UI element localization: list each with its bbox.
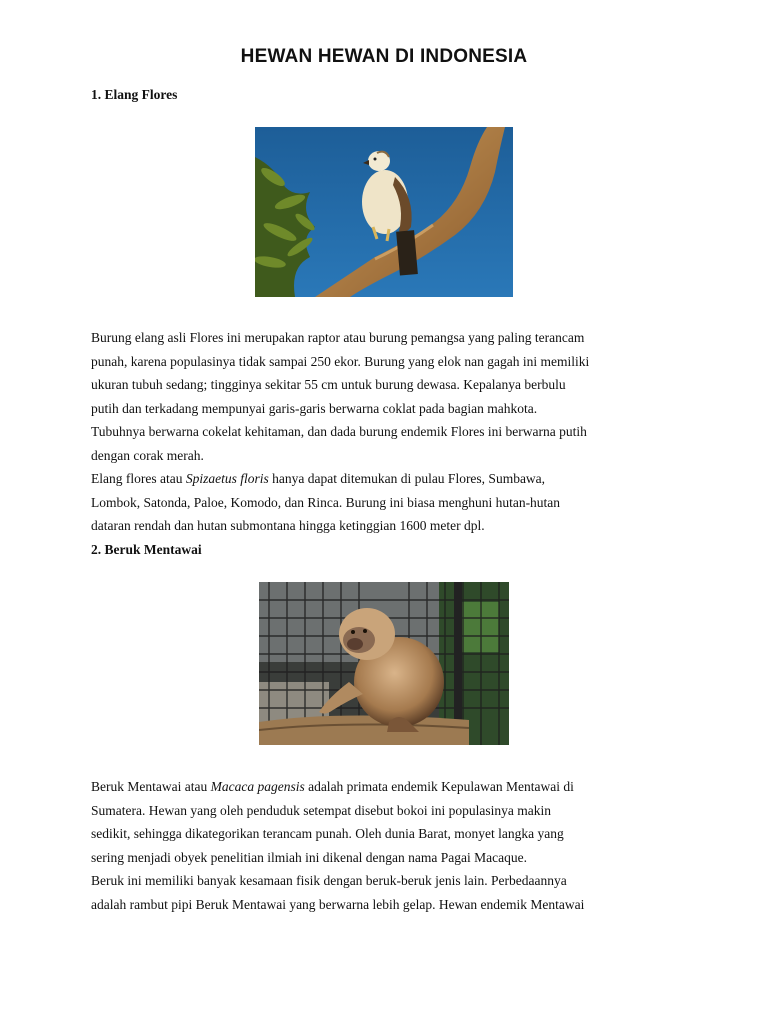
paragraph-line: Elang flores atau Spizaetus floris hanya dapat ditemukan di pulau Flores, Sumbawa, xyxy=(91,471,546,486)
section-paragraph-elang-flores xyxy=(91,326,691,538)
paragraph-line: Beruk Mentawai atau Macaca pagensis adalah primata endemik Kepulawan Mentawai di xyxy=(91,779,574,794)
paragraph-line: Beruk ini memiliki banyak kesamaan fisik dengan beruk-beruk jenis lain. Perbedaannya xyxy=(91,873,567,888)
section-heading-elang-flores: 1. Elang Flores xyxy=(91,87,178,102)
page-title: HEWAN HEWAN DI INDONESIA xyxy=(240,46,528,67)
scientific-name: Spizaetus floris xyxy=(185,471,269,486)
paragraph-line: sedikit, sehingga dikategorikan terancam punah. Oleh dunia Barat, monyet langka yang xyxy=(91,826,564,841)
paragraph-line: Sumatera. Hewan yang oleh penduduk setempat disebut bokoi ini populasinya makin xyxy=(91,802,552,818)
paragraph-line: punah, karena populasinya tidak sampai 250 ekor. Burung yang elok nan gagah ini memiliki xyxy=(91,353,590,369)
paragraph-line: dataran rendah dan hutan submontana hingga ketinggian 1600 meter dpl. xyxy=(91,518,485,533)
paragraph-line: ukuran tubuh sedang; tingginya sekitar 55 cm untuk burung dewasa. Kepalanya berbulu xyxy=(91,377,566,392)
paragraph-line: sering menjadi obyek penelitian ilmiah ini dikenal dengan nama Pagai Macaque. xyxy=(91,849,527,865)
paragraph-line: putih dan terkadang mempunyai garis-garis berwarna coklat pada bagian mahkota. xyxy=(91,400,538,416)
paragraph-line: dengan corak merah. xyxy=(91,447,204,463)
paragraph-line: Lombok, Satonda, Paloe, Komodo, dan Rinca. Burung ini biasa menghuni hutan-hutan xyxy=(91,494,561,510)
eagle-photo xyxy=(255,127,513,297)
macaque-photo xyxy=(259,582,509,745)
paragraph-line: adalah rambut pipi Beruk Mentawai yang berwarna lebih gelap. Hewan endemik Mentawai xyxy=(91,896,585,912)
scientific-name: Macaca pagensis xyxy=(210,779,305,794)
section-heading-beruk-mentawai: 2. Beruk Mentawai xyxy=(91,542,202,557)
paragraph-line: Tubuhnya berwarna cokelat kehitaman, dan dada burung endemik Flores ini berwarna putih xyxy=(91,424,587,439)
section-paragraph-beruk-mentawai xyxy=(91,775,691,916)
paragraph-line: Burung elang asli Flores ini merupakan raptor atau burung pemangsa yang paling terancam xyxy=(91,330,585,345)
